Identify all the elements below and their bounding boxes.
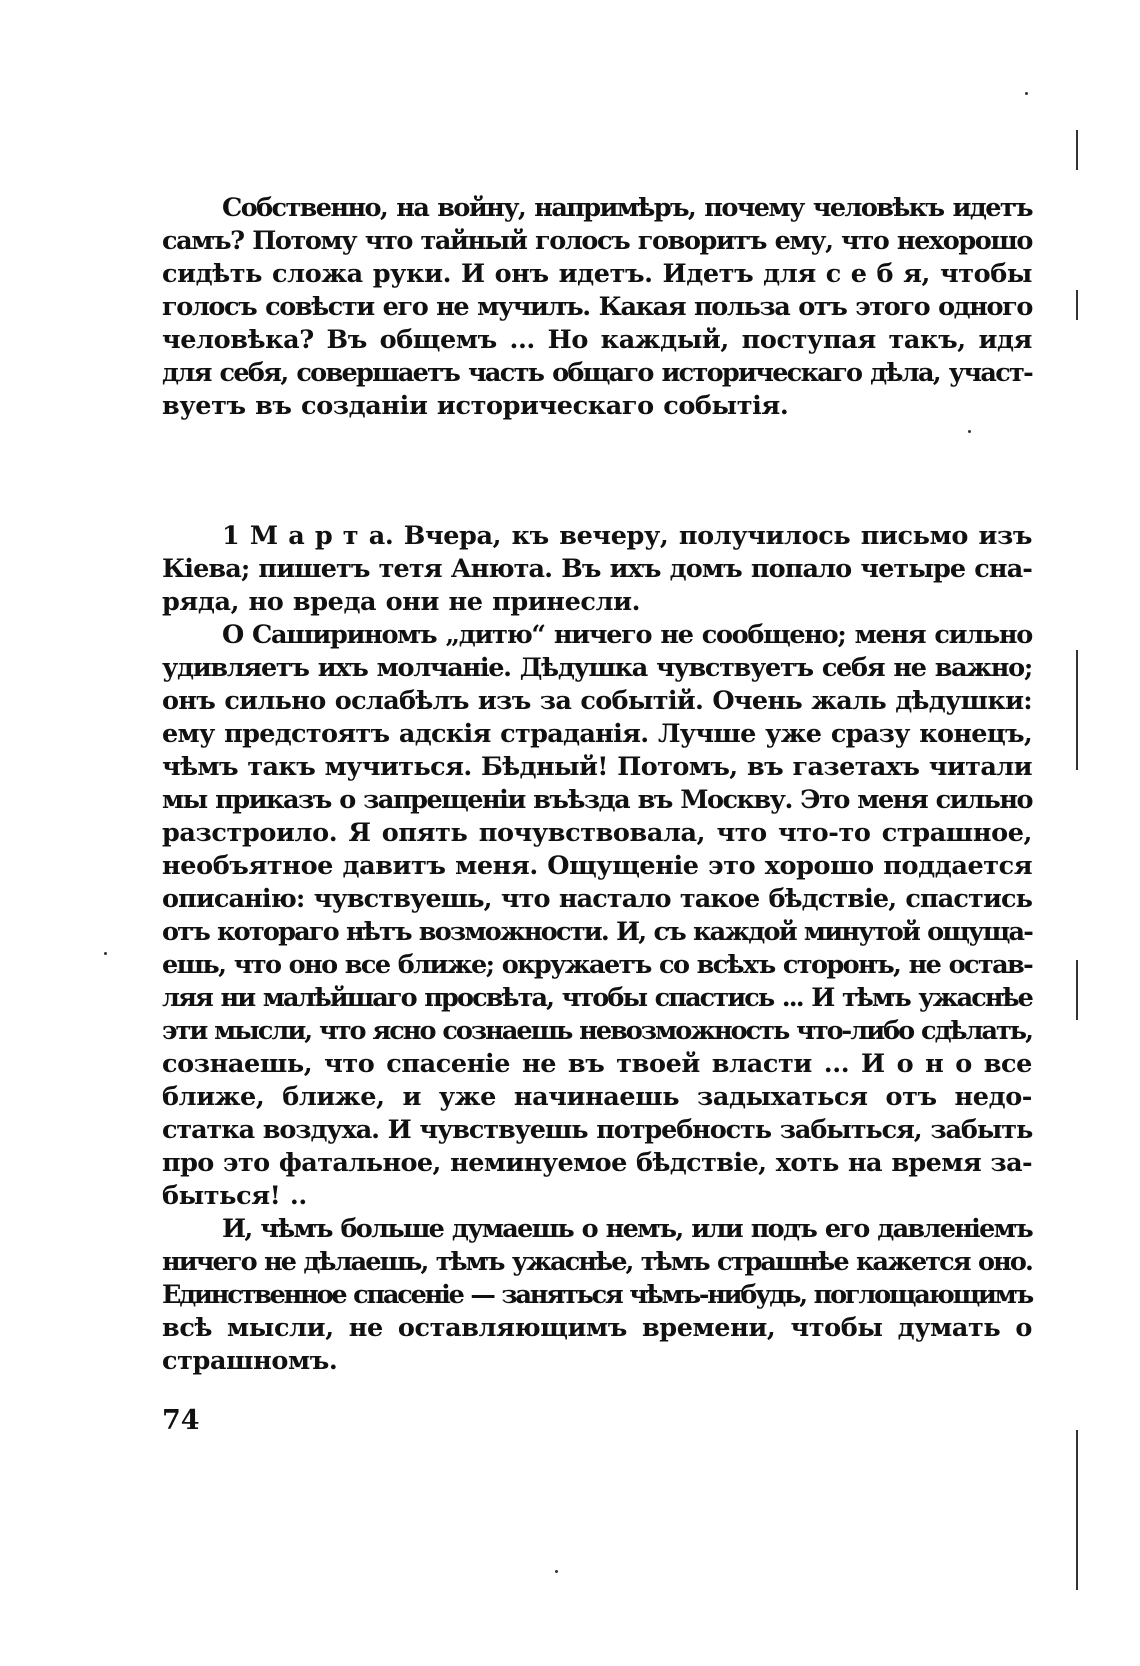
ink-speck [968,430,971,433]
page-edge-mark [1076,130,1078,170]
page-edge-mark [1076,650,1078,770]
text-line: необъятное давитъ меня. Ощущеніе это хорошо поддается [162,851,1033,881]
text-line: онъ сильно ослабѣлъ изъ за событій. Очень жаль дѣдушки: [162,686,1032,716]
text-line: голосъ совѣсти его не мучилъ. Какая польза отъ этого одного [162,292,1032,322]
text-line: отъ котораго нѣтъ возможности. И, съ каждой минутой ощуща- [162,917,1032,947]
text-line: ему предстоятъ адскія страданія. Лучше уже сразу конецъ, [162,719,1032,749]
text-line: описанію: чувствуешь, что настало такое бѣдствіе, спастись [162,884,1032,914]
text-line: страшномъ. [162,1346,338,1376]
page-edge-mark [1076,1430,1078,1590]
text-line: разстроило. Я опять почувствовала, что что-то страшное, [162,818,1032,848]
text-line: 1 М а р т а. Вчера, къ вечеру, получилось письмо изъ [222,521,1032,551]
text-line: сидѣть сложа руки. И онъ идетъ. Идетъ для с е б я, чтобы [162,259,1032,289]
text-line: Кіева; пишетъ тетя Анюта. Въ ихъ домъ попало четыре сна- [162,554,1032,584]
page-edge-mark [1076,290,1078,320]
paragraph-war-reflection [162,192,1032,423]
text-line: Единственное спасеніе — заняться чѣмъ-нибудь, поглощающимъ [162,1280,1032,1310]
text-line: О Сашириномъ „дитю“ ничего не сообщено; меня сильно [222,620,1032,650]
ink-speck [104,952,107,955]
text-line: человѣка? Въ общемъ ... Но каждый, поступая такъ, идя [162,325,1032,355]
text-line: ближе, ближе, и уже начинаешь задыхаться отъ недо- [162,1082,1032,1112]
page-number: 74 [162,1405,200,1436]
page-edge-mark [1076,960,1078,1020]
text-line: сознаешь, что спасеніе не въ твоей власти ... И о н о все [162,1049,1032,1079]
text-line: статка воздуха. И чувствуешь потребность забыться, забыть [162,1115,1033,1145]
text-line: Собственно, на войну, напримѣръ, почему человѣкъ идетъ [222,193,1032,223]
text-line: для себя, совершаетъ часть общаго историческаго дѣла, участ- [162,358,1032,388]
text-line: ничего не дѣлаешь, тѣмъ ужаснѣе, тѣмъ страшнѣе кажется оно. [162,1247,1032,1277]
text-line: вуетъ въ созданіи историческаго событія. [162,391,789,421]
text-line: самъ? Потому что тайный голосъ говоритъ ему, что нехорошо [162,226,1032,256]
text-line: удивляетъ ихъ молчаніе. Дѣдушка чувствуетъ себя не важно; [162,653,1032,683]
text-line: всѣ мысли, не оставляющимъ времени, чтобы думать о [162,1313,1032,1343]
text-line: И, чѣмъ больше думаешь о немъ, или подъ его давленіемъ [222,1214,1032,1244]
text-line: ляя ни малѣйшаго просвѣта, чтобы спастись ... И тѣмъ ужаснѣе [162,983,1032,1013]
text-line: быться! .. [162,1181,307,1211]
text-line: про это фатальное, неминуемое бѣдствіе, хоть на время за- [162,1148,1032,1178]
diary-entry-march-1 [162,520,1032,1378]
text-line: ряда, но вреда они не принесли. [162,587,641,617]
text-line: эти мысли, что ясно сознаешь невозможность что-либо сдѣлать, [162,1016,1032,1046]
text-line: мы приказъ о запрещеніи въѣзда въ Москву. Это меня сильно [162,785,1032,815]
ink-speck [555,1570,558,1573]
text-line: ешь, что оно все ближе; окружаетъ со всѣхъ сторонъ, не остав- [162,950,1033,980]
text-line: чѣмъ такъ мучиться. Бѣдный! Потомъ, въ газетахъ читали [162,752,1032,782]
ink-speck [1025,92,1028,95]
